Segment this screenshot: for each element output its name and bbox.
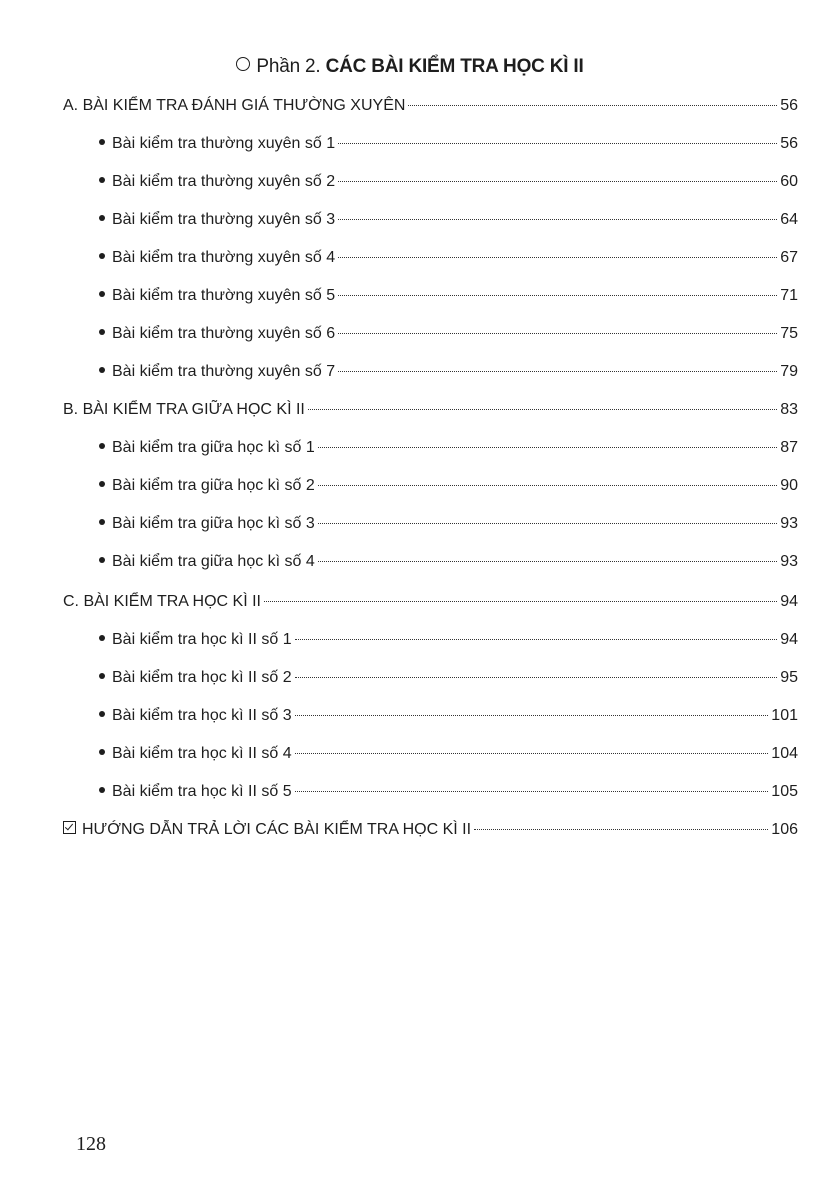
toc-entry [99, 210, 798, 230]
toc-section [63, 400, 798, 420]
dot-leader [338, 219, 777, 220]
toc-page-number: 94 [780, 631, 798, 648]
toc-label: Bài kiểm tra giữa học kì số 4 [112, 553, 315, 570]
bullet-icon [99, 291, 105, 297]
dot-leader [264, 601, 777, 602]
bullet-icon [99, 749, 105, 755]
toc-entry [99, 476, 798, 496]
toc-label: HƯỚNG DẪN TRẢ LỜI CÁC BÀI KIỂM TRA HỌC KÌ II [82, 821, 472, 838]
toc-entry [99, 668, 798, 688]
dot-leader [338, 143, 777, 144]
toc-label: Bài kiểm tra học kì II số 4 [112, 745, 292, 762]
dot-leader [318, 561, 777, 562]
toc-page-number: 90 [780, 477, 798, 494]
bullet-icon [99, 253, 105, 259]
bullet-icon [99, 177, 105, 183]
dot-leader [318, 447, 777, 448]
dot-leader [338, 181, 777, 182]
toc-entry [99, 248, 798, 268]
toc-page-number: 94 [780, 593, 798, 610]
toc-page-number: 106 [771, 821, 798, 838]
bullet-icon [99, 481, 105, 487]
toc-page-number: 95 [780, 669, 798, 686]
toc-label: Bài kiểm tra thường xuyên số 6 [112, 325, 336, 342]
toc-entry [99, 172, 798, 192]
dot-leader [295, 753, 769, 754]
bullet-icon [99, 139, 105, 145]
title-prefix: Phần 2. [256, 56, 321, 77]
toc-label: Bài kiểm tra giữa học kì số 1 [112, 439, 315, 456]
dot-leader [338, 295, 777, 296]
toc-entry [99, 782, 798, 802]
toc-page-number: 60 [780, 173, 798, 190]
toc-label: Bài kiểm tra giữa học kì số 3 [112, 515, 315, 532]
circle-icon [236, 57, 250, 71]
toc-page-number: 93 [780, 515, 798, 532]
toc-entry [99, 438, 798, 458]
toc-section [63, 96, 798, 116]
toc-page-number: 104 [771, 745, 798, 762]
bullet-icon [99, 519, 105, 525]
toc-page-number: 93 [780, 553, 798, 570]
toc-page-number: 64 [780, 211, 798, 228]
toc-page-number: 83 [780, 401, 798, 418]
dot-leader [408, 105, 777, 106]
dot-leader [338, 257, 777, 258]
bullet-icon [99, 673, 105, 679]
dot-leader [338, 371, 777, 372]
toc-label: Bài kiểm tra thường xuyên số 3 [112, 211, 336, 228]
toc-page-number: 79 [780, 363, 798, 380]
dot-leader [295, 677, 778, 678]
toc-label: Bài kiểm tra thường xuyên số 4 [112, 249, 336, 266]
toc-label: Bài kiểm tra giữa học kì số 2 [112, 477, 315, 494]
toc-page-number: 71 [780, 287, 798, 304]
page-title [0, 56, 820, 78]
dot-leader [308, 409, 777, 410]
toc-entry [99, 362, 798, 382]
toc-label: Bài kiểm tra học kì II số 1 [112, 631, 292, 648]
title-text: CÁC BÀI KIỂM TRA HỌC KÌ II [325, 56, 584, 77]
toc-label: Bài kiểm tra học kì II số 5 [112, 783, 292, 800]
toc-page-number: 56 [780, 135, 798, 152]
toc-label: Bài kiểm tra học kì II số 2 [112, 669, 292, 686]
dot-leader [295, 715, 769, 716]
toc-entry [99, 552, 798, 572]
bullet-icon [99, 635, 105, 641]
page-number: 128 [76, 1133, 106, 1155]
checkbox-icon [63, 821, 76, 834]
bullet-icon [99, 443, 105, 449]
toc-label: Bài kiểm tra thường xuyên số 7 [112, 363, 336, 380]
toc-label: Bài kiểm tra thường xuyên số 5 [112, 287, 336, 304]
toc-entry [99, 324, 798, 344]
toc-page-number: 105 [771, 783, 798, 800]
toc-entry [99, 134, 798, 154]
toc-label: Bài kiểm tra thường xuyên số 2 [112, 173, 336, 190]
bullet-icon [99, 215, 105, 221]
bullet-icon [99, 329, 105, 335]
toc-label: A. BÀI KIỂM TRA ĐÁNH GIÁ THƯỜNG XUYÊN [63, 97, 406, 114]
toc-entry [99, 630, 798, 650]
toc-entry [99, 744, 798, 764]
toc-entry [99, 514, 798, 534]
toc-page-number: 101 [771, 707, 798, 724]
toc-entry [99, 286, 798, 306]
toc-label: Bài kiểm tra thường xuyên số 1 [112, 135, 336, 152]
dot-leader [318, 485, 777, 486]
toc-page-number: 87 [780, 439, 798, 456]
dot-leader [318, 523, 777, 524]
toc-section [63, 592, 798, 612]
toc-entry [99, 706, 798, 726]
toc-label: B. BÀI KIỂM TRA GIỮA HỌC KÌ II [63, 401, 305, 418]
toc-answer-section [63, 820, 798, 840]
toc-page-number: 56 [780, 97, 798, 114]
bullet-icon [99, 367, 105, 373]
bullet-icon [99, 787, 105, 793]
toc-label: Bài kiểm tra học kì II số 3 [112, 707, 292, 724]
dot-leader [295, 791, 769, 792]
toc-label: C. BÀI KIỂM TRA HỌC KÌ II [63, 593, 261, 610]
bullet-icon [99, 711, 105, 717]
toc-page-number: 75 [780, 325, 798, 342]
dot-leader [474, 829, 768, 830]
dot-leader [338, 333, 777, 334]
dot-leader [295, 639, 778, 640]
toc-page-number: 67 [780, 249, 798, 266]
bullet-icon [99, 557, 105, 563]
